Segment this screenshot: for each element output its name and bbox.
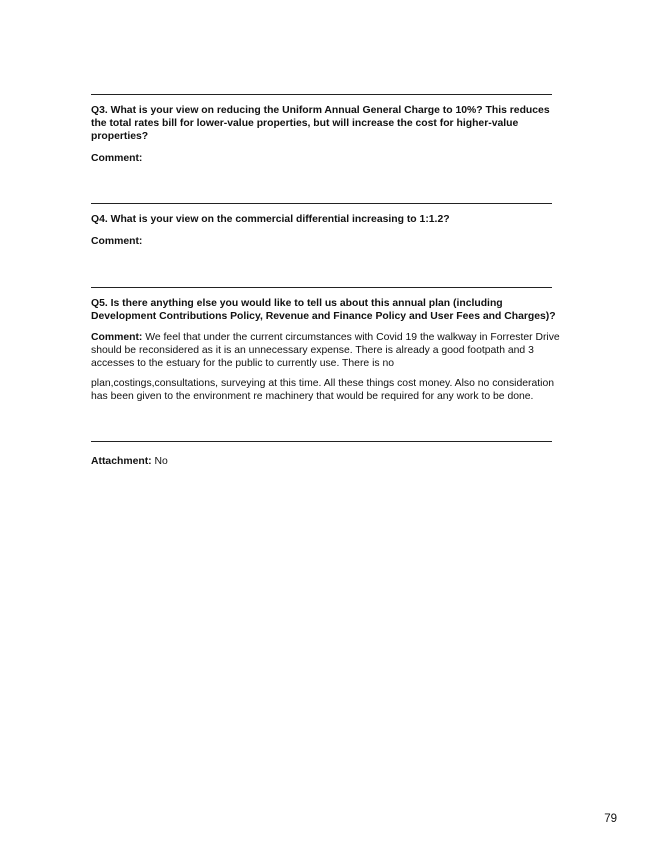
question-q3: Q3. What is your view on reducing the Uniform Annual General Charge to 10%? This reduces the total rates bill for lower-value properties, but will increase the cost for higher-value properties? <box>91 105 550 142</box>
divider-q5 <box>91 287 552 288</box>
q5-comment-text-1: We feel that under the current circumstances with Covid 19 the walkway in Forrester Drive should be reconsidered as it is an unnecessary expense. There is already a good footpath and 3 accesses to the estuary for the public to currently use. There is no <box>91 332 560 369</box>
q5-comment-continued: plan,costings,consultations, surveying at this time. All these things cost money. Also no consideration has been given to the environment re machinery that would be required for any work to be done. <box>91 378 555 402</box>
question-q4: Q4. What is your view on the commercial differential increasing to 1:1.2? <box>91 214 450 225</box>
question-q5: Q5. Is there anything else you would like to tell us about this annual plan (including Development Contributions Policy, Revenue and Finance Policy and User Fees and Charges)? <box>91 298 556 322</box>
q4-comment-label: Comment: <box>91 236 143 247</box>
divider-bottom <box>91 441 552 442</box>
q5-comment-label: Comment: <box>91 332 143 343</box>
divider-q4 <box>91 203 552 204</box>
attachment-line <box>91 455 561 468</box>
page-number: 79 <box>604 813 617 825</box>
attachment-value: No <box>151 456 168 467</box>
q3-comment-label: Comment: <box>91 153 143 164</box>
q5-comment <box>91 331 561 370</box>
attachment-label: Attachment: <box>91 456 152 467</box>
divider-top <box>91 94 552 95</box>
